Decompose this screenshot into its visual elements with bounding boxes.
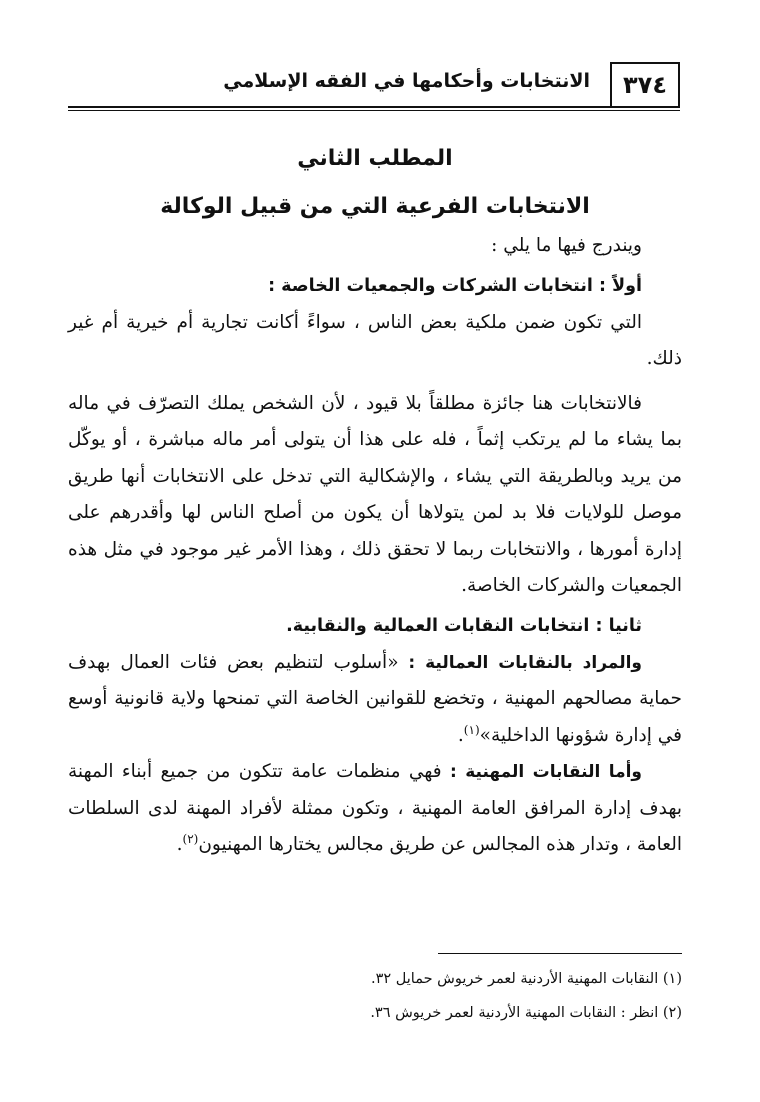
labor-unions-lead: والمراد بالنقابات العمالية : <box>408 652 642 673</box>
professional-unions-lead: وأما النقابات المهنية : <box>450 762 642 782</box>
page-number: ٣٧٤ <box>610 62 680 106</box>
intro-line: ويندرج فيها ما يلي : <box>491 235 642 256</box>
section-title: المطلب الثاني <box>297 146 453 171</box>
footnote-ref-1: (١) <box>463 722 480 737</box>
first-definition: التي تكون ضمن ملكية بعض الناس ، سواءً أكانت تجارية أم خيرية أم غير ذلك. <box>68 311 682 369</box>
labor-unions-paragraph <box>68 645 682 755</box>
footnote-ref-2: (٢) <box>182 831 199 846</box>
professional-unions-end: . <box>176 834 183 855</box>
labor-unions-end: . <box>457 724 464 746</box>
section-subtitle: الانتخابات الفرعية التي من قبيل الوكالة <box>160 194 590 219</box>
heading-second: ثانيا : انتخابات النقابات العمالية والنقابية. <box>286 615 642 636</box>
footnote-2: (٢) انظر : النقابات المهنية الأردنية لعمر خريوش ٣٦. <box>370 1005 682 1021</box>
heading-first: أولاً : انتخابات الشركات والجمعيات الخاصة : <box>268 275 642 296</box>
running-title: الانتخابات وأحكامها في الفقه الإسلامي <box>223 70 590 92</box>
professional-unions-paragraph <box>68 754 682 864</box>
footnote-1: (١) النقابات المهنية الأردنية لعمر خريوش حمايل ٣٢. <box>370 971 682 987</box>
first-discussion: فالانتخابات هنا جائزة مطلقاً بلا قيود ، لأن الشخص يملك التصرّف في ماله بما يشاء ما لم يرتكب إثماً ، فله على هذا أن يتولى أمر ماله مباشرة ، أو يوكّل من يريد وبالطريقة التي يشاء ، والإشكالية التي تدخل على الانتخابات أنها طريق موصل للولايات فلا بد لمن يتولاها أن يكون من أصلح الناس لها وأقدرهم على إدارة أمورها ، والانتخابات ربما لا تحقق ذلك ، وهذا الأمر غير موجود في مثل هذه الجمعيات والشركات الخاصة. <box>68 392 682 596</box>
page-header <box>68 62 680 112</box>
footnotes <box>68 962 682 1030</box>
professional-unions-text: فهي منظمات عامة تتكون من جميع أبناء المهنة بهدف إدارة المرافق العامة المهنية ، وتكون ممثلة لأفراد المهنة لدى السلطات العامة ، وتدار هذه المجالس عن طريق مجالس يختارها المهنيون <box>68 761 682 855</box>
header-rule-thin <box>68 110 680 111</box>
footnote-rule <box>438 953 682 954</box>
labor-unions-text: «أسلوب لتنظيم بعض فئات العمال بهدف حماية مصالحهم المهنية ، وتخضع للقوانين الخاصة التي تمنحها ولاية قانونية أوسع في إدارة شؤونها الداخلية» <box>68 651 682 746</box>
main-text <box>68 138 682 864</box>
header-rule <box>68 106 680 108</box>
